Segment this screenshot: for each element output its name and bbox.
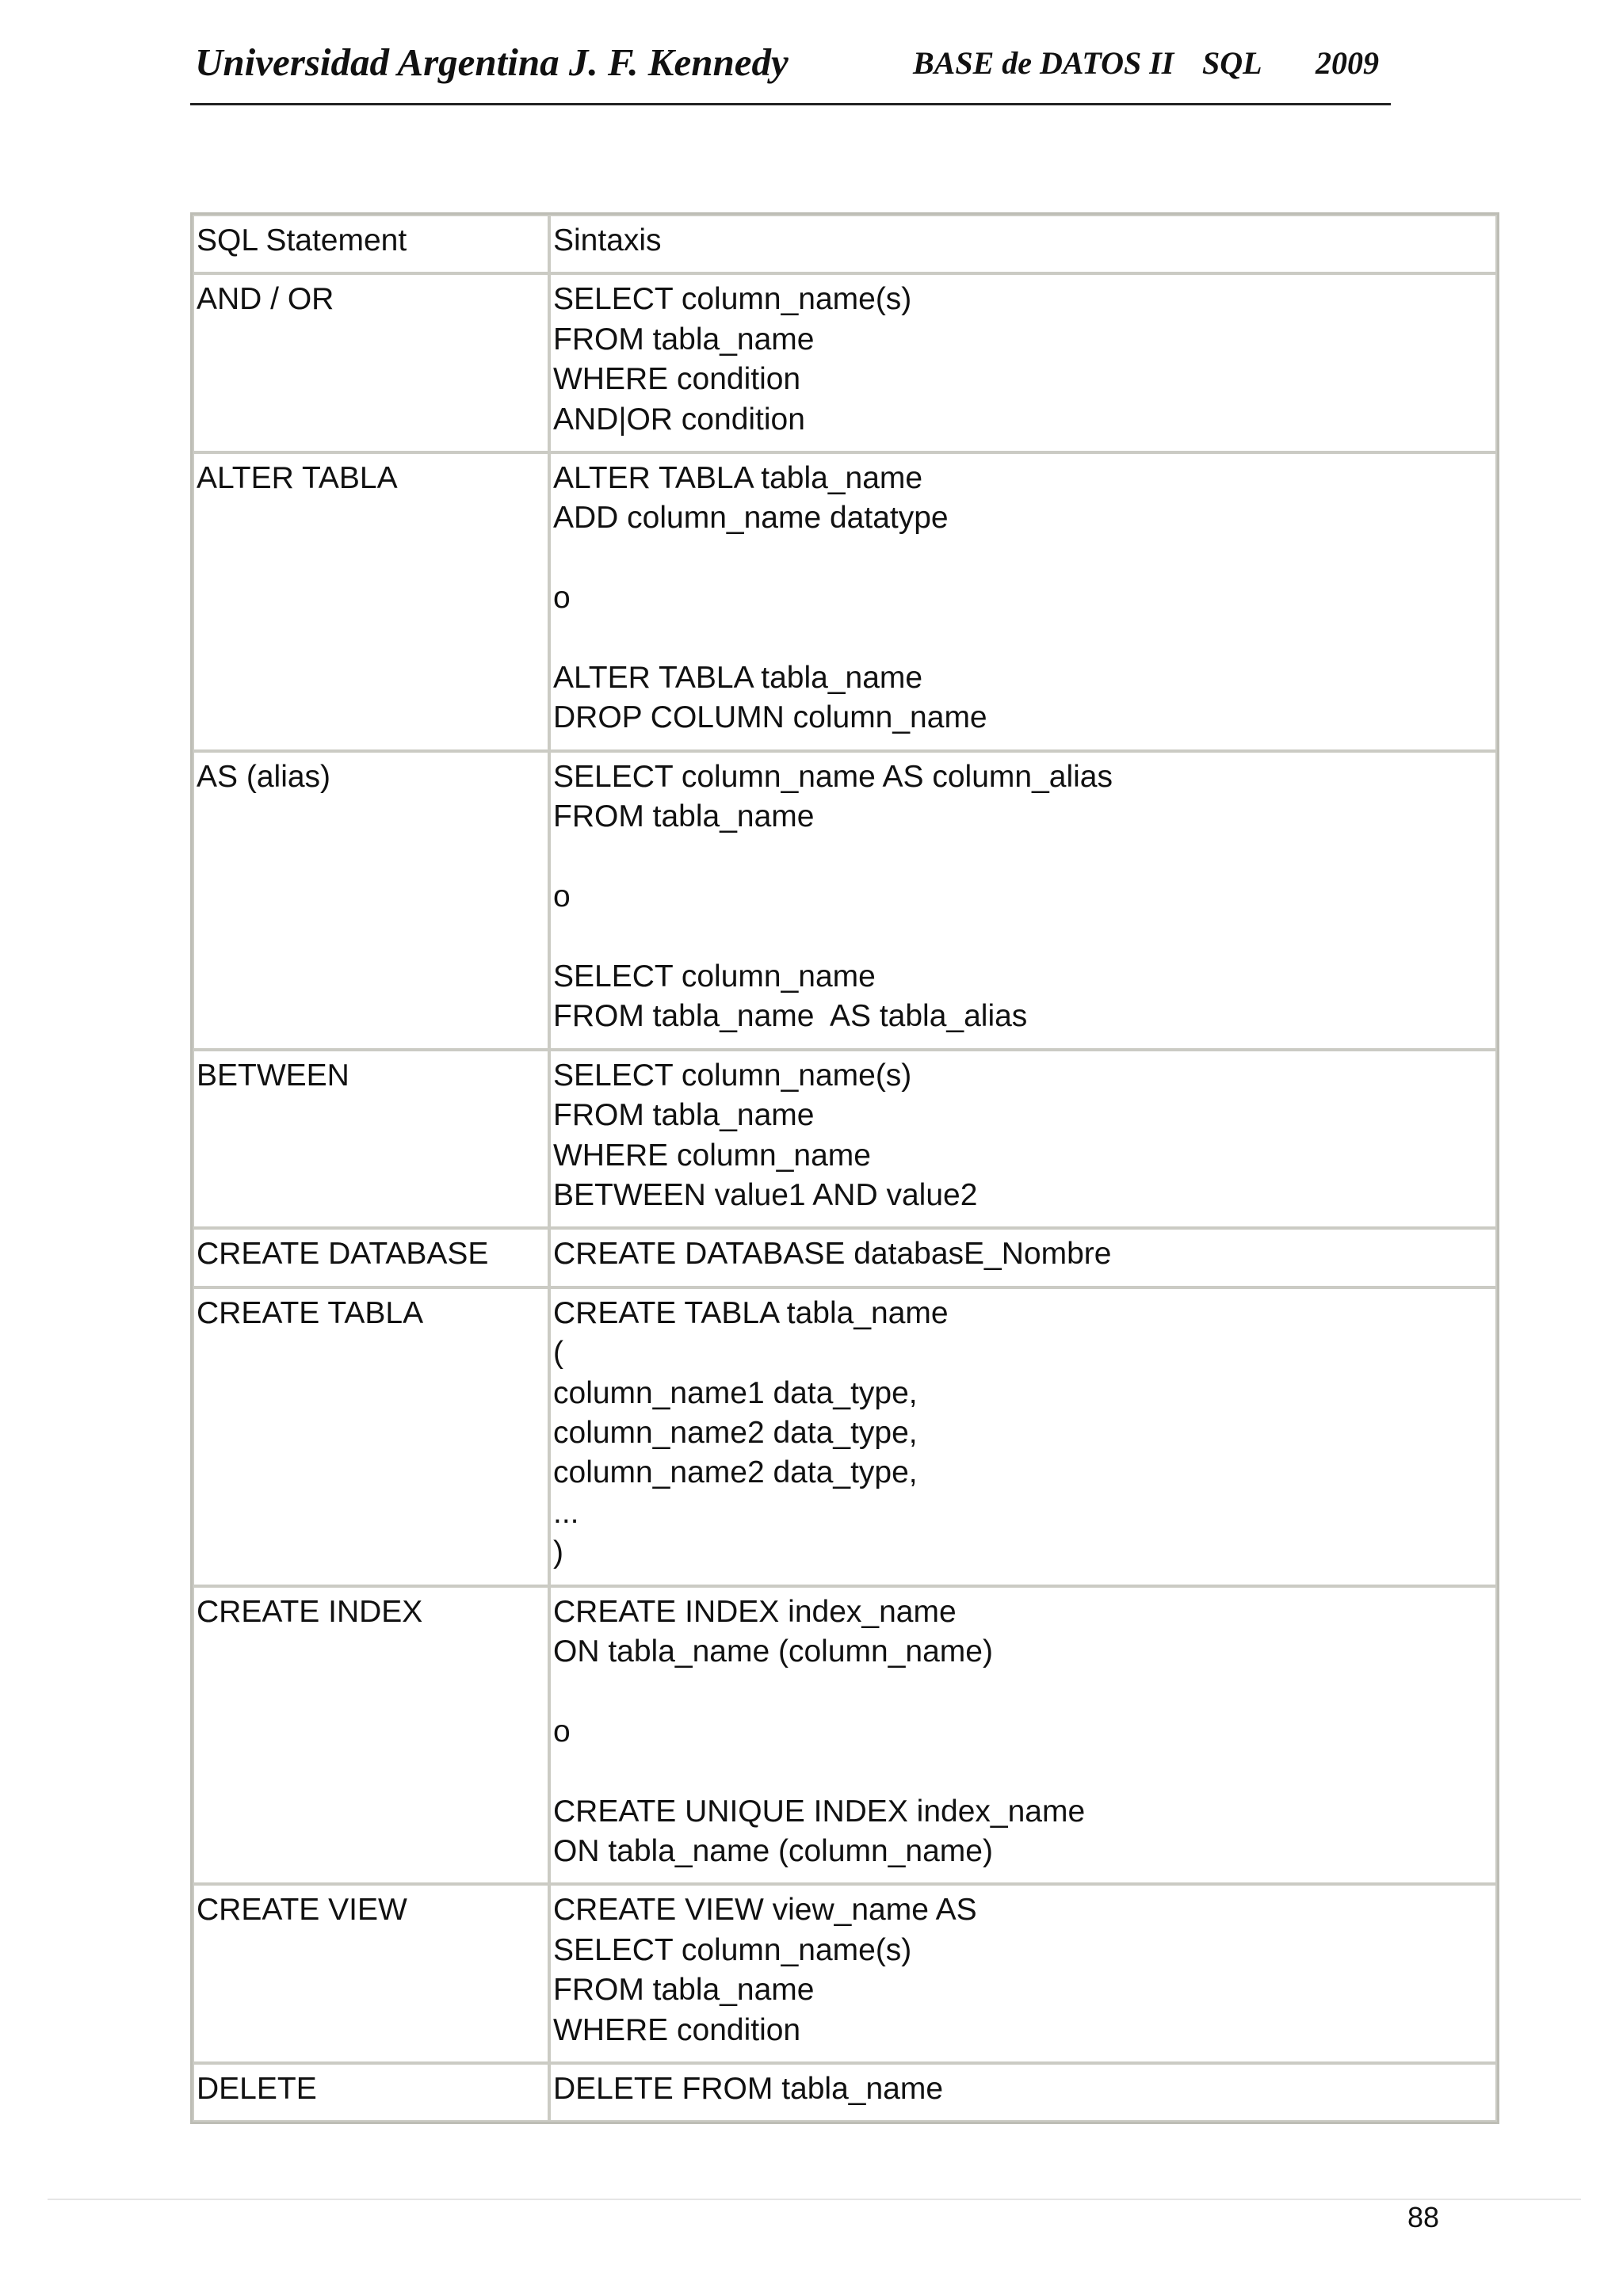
footer-divider (48, 2199, 1581, 2200)
page-number: 88 (1407, 2201, 1440, 2233)
syntax-cell: SELECT column_name AS column_alias FROM tabla_name o SELECT column_name FROM tabla_name AS tabla_alias (549, 751, 1497, 1050)
statement-cell: DELETE (193, 2063, 549, 2122)
syntax-cell: DELETE FROM tabla_name (549, 2063, 1497, 2122)
syntax-cell: SELECT column_name(s) FROM tabla_name WHERE condition AND|OR condition (549, 273, 1497, 452)
syntax-cell: CREATE VIEW view_name AS SELECT column_name(s) FROM tabla_name WHERE condition (549, 1884, 1497, 2063)
table-row (193, 1050, 1497, 1229)
statement-cell: BETWEEN (193, 1050, 549, 1229)
table-row (193, 1586, 1497, 1885)
syntax-cell: CREATE TABLA tabla_name ( column_name1 data_type, column_name2 data_type, column_name2 data_type, ... ) (549, 1287, 1497, 1586)
sql-syntax-table (190, 212, 1499, 2124)
syntax-cell: SELECT column_name(s) FROM tabla_name WHERE column_name BETWEEN value1 AND value2 (549, 1050, 1497, 1229)
table-row (193, 1228, 1497, 1287)
syntax-cell: CREATE DATABASE databasE_Nombre (549, 1228, 1497, 1287)
year-label: 2009 (1316, 45, 1379, 81)
table-header-row (193, 215, 1497, 273)
syntax-cell: CREATE INDEX index_name ON tabla_name (column_name) o CREATE UNIQUE INDEX index_name ON tabla_name (column_name) (549, 1586, 1497, 1885)
table-row (193, 2063, 1497, 2122)
table-row (193, 452, 1497, 751)
table-row (193, 751, 1497, 1050)
column-header-statement: SQL Statement (193, 215, 549, 273)
table-row (193, 1884, 1497, 2063)
statement-cell: AS (alias) (193, 751, 549, 1050)
statement-cell: CREATE TABLA (193, 1287, 549, 1586)
syntax-cell: ALTER TABLA tabla_name ADD column_name datatype o ALTER TABLA tabla_name DROP COLUMN column_name (549, 452, 1497, 751)
course-title: BASE de DATOS II (913, 45, 1174, 81)
table-row (193, 1287, 1497, 1586)
page-header (190, 35, 1391, 105)
university-name: Universidad Argentina J. F. Kennedy (195, 40, 789, 84)
topic-label: SQL (1202, 45, 1262, 81)
table-row (193, 273, 1497, 452)
statement-cell: CREATE DATABASE (193, 1228, 549, 1287)
statement-cell: AND / OR (193, 273, 549, 452)
statement-cell: CREATE INDEX (193, 1586, 549, 1885)
column-header-syntax: Sintaxis (549, 215, 1497, 273)
statement-cell: ALTER TABLA (193, 452, 549, 751)
statement-cell: CREATE VIEW (193, 1884, 549, 2063)
